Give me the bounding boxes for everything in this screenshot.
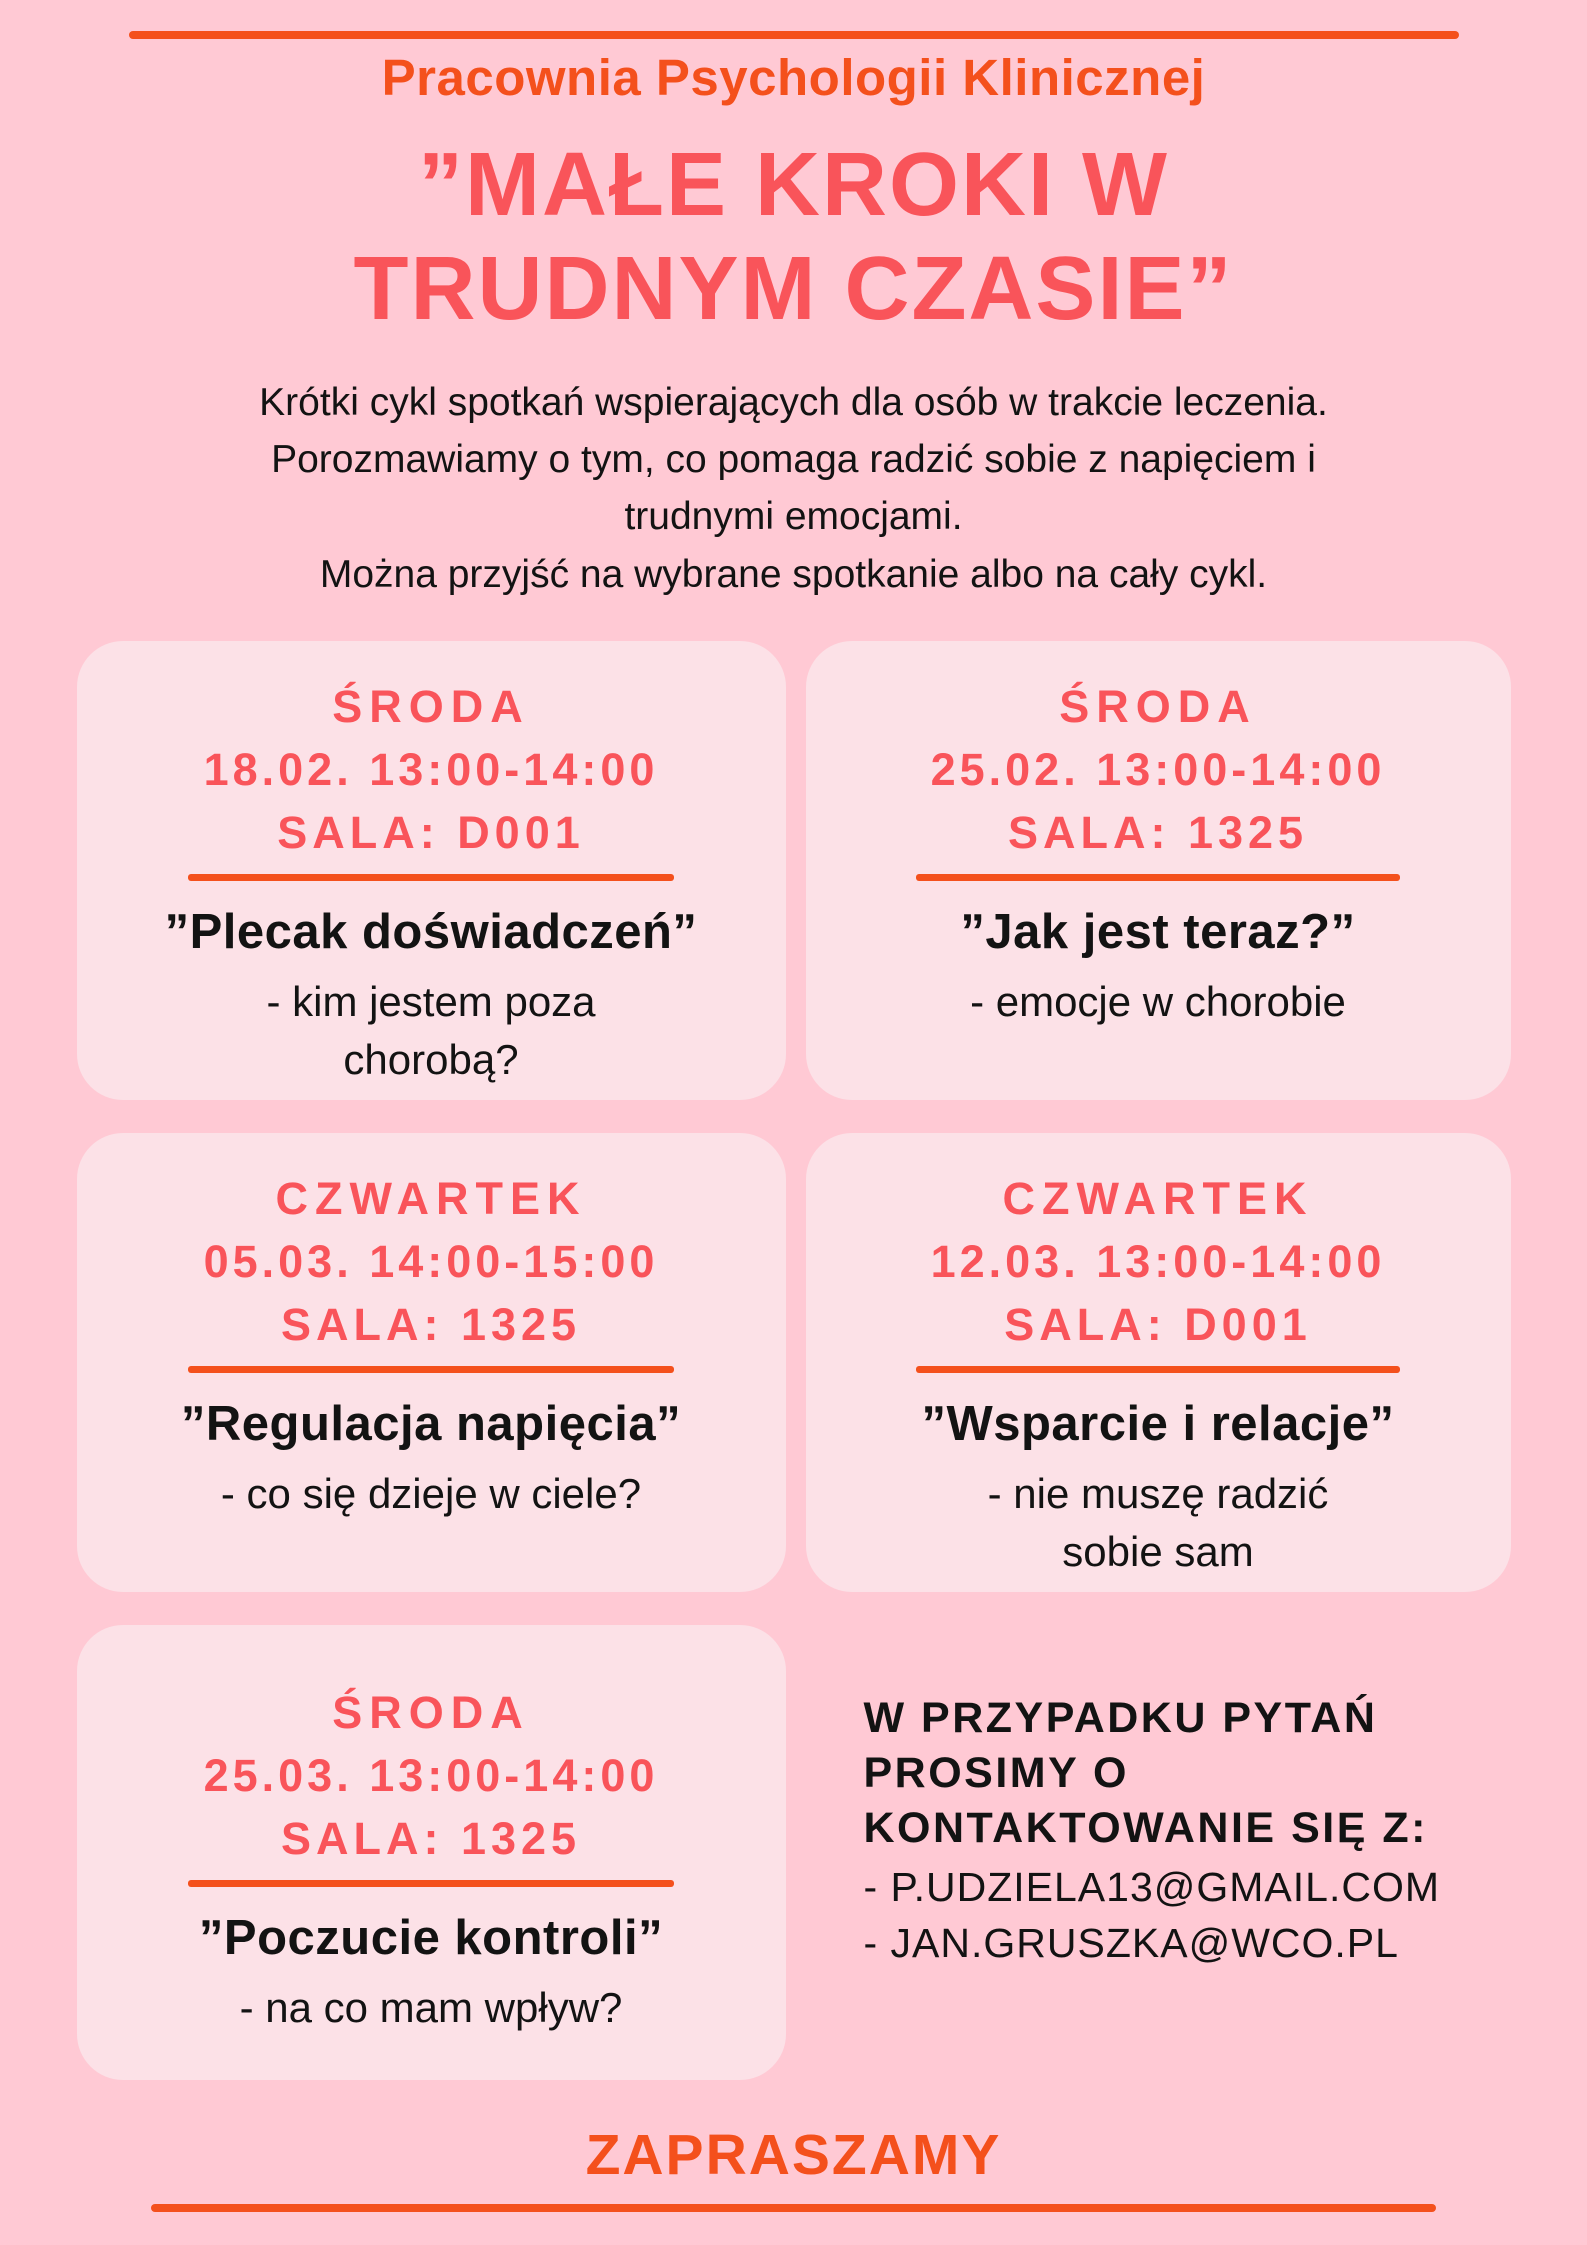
session-card-2	[806, 641, 1511, 1100]
session-title: ”Wsparcie i relacje”	[921, 1397, 1395, 1452]
session-subtitle	[836, 1465, 1481, 1583]
session-card-4	[806, 1133, 1511, 1592]
poster-title-line2: TRUDNYM CZASIE”	[353, 239, 1234, 340]
session-subtitle-line: - na co mam wpływ?	[239, 1983, 623, 2031]
intro-line: Porozmawiamy o tym, co pomaga radzić sobie z napięciem i	[271, 438, 1316, 482]
contact-info	[806, 1625, 1511, 2080]
session-subtitle-line: sobie sam	[1062, 1528, 1254, 1576]
session-card-1	[77, 641, 786, 1100]
session-subtitle-line: - emocje w chorobie	[970, 977, 1346, 1025]
card-divider	[916, 874, 1400, 881]
poster-title-line1: ”MAŁE KROKI W	[418, 135, 1169, 235]
session-subtitle	[836, 973, 1481, 1032]
top-divider	[129, 31, 1459, 39]
contact-heading-line: W PRZYPADKU PYTAŃ	[863, 1694, 1378, 1743]
session-room: SALA: 1325	[1007, 807, 1309, 859]
session-subtitle	[107, 1979, 756, 2038]
session-subtitle-line: - kim jestem poza	[266, 977, 596, 1025]
session-day: CZWARTEK	[275, 1173, 587, 1225]
intro-line: trudnymi emocjami.	[624, 495, 963, 539]
intro-text	[0, 374, 1587, 603]
session-title: ”Poczucie kontroli”	[198, 1911, 664, 1966]
session-datetime: 18.02. 13:00-14:00	[203, 744, 659, 796]
session-title: ”Jak jest teraz?”	[960, 905, 1356, 960]
intro-line: Krótki cykl spotkań wspierających dla osób w trakcie leczenia.	[259, 380, 1328, 424]
session-room: SALA: D001	[277, 807, 585, 859]
session-subtitle	[107, 1465, 756, 1524]
organization-name: Pracownia Psychologii Klinicznej	[381, 49, 1206, 106]
session-day: CZWARTEK	[1002, 1173, 1314, 1225]
session-room: SALA: 1325	[280, 1299, 582, 1351]
session-datetime: 05.03. 14:00-15:00	[203, 1236, 659, 1288]
session-room: SALA: D001	[1004, 1299, 1312, 1351]
card-divider	[188, 1880, 675, 1887]
contact-emails	[864, 1860, 1511, 1971]
session-day: ŚRODA	[332, 681, 530, 733]
session-title: ”Plecak doświadczeń”	[164, 905, 698, 960]
session-day: ŚRODA	[332, 1687, 530, 1739]
session-subtitle-line: - co się dzieje w ciele?	[220, 1469, 642, 1517]
poster-title	[0, 133, 1587, 342]
session-datetime: 25.02. 13:00-14:00	[930, 744, 1386, 796]
session-title: ”Regulacja napięcia”	[180, 1397, 682, 1452]
session-room: SALA: 1325	[280, 1813, 582, 1865]
session-datetime: 25.03. 13:00-14:00	[203, 1750, 659, 1802]
contact-email-2: - JAN.GRUSZKA@WCO.PL	[863, 1919, 1399, 1966]
session-card-3	[77, 1133, 786, 1592]
contact-heading-line: PROSIMY O	[863, 1749, 1129, 1798]
intro-line: Można przyjść na wybrane spotkanie albo na cały cykl.	[319, 552, 1268, 596]
session-subtitle	[107, 973, 756, 1091]
session-grid	[77, 641, 1511, 2080]
session-day: ŚRODA	[1059, 681, 1257, 733]
card-divider	[188, 1366, 675, 1373]
bottom-divider	[151, 2204, 1436, 2212]
session-card-5	[77, 1625, 786, 2080]
card-divider	[188, 874, 675, 881]
card-divider	[916, 1366, 1400, 1373]
session-datetime: 12.03. 13:00-14:00	[930, 1236, 1386, 1288]
session-subtitle-line: chorobą?	[343, 1036, 519, 1084]
contact-heading-line: KONTAKTOWANIE SIĘ Z:	[863, 1804, 1428, 1853]
contact-heading	[864, 1691, 1511, 1856]
session-subtitle-line: - nie muszę radzić	[987, 1469, 1329, 1517]
contact-email-1: - P.UDZIELA13@GMAIL.COM	[863, 1864, 1440, 1911]
footer-label: ZAPRASZAMY	[585, 2123, 1002, 2188]
